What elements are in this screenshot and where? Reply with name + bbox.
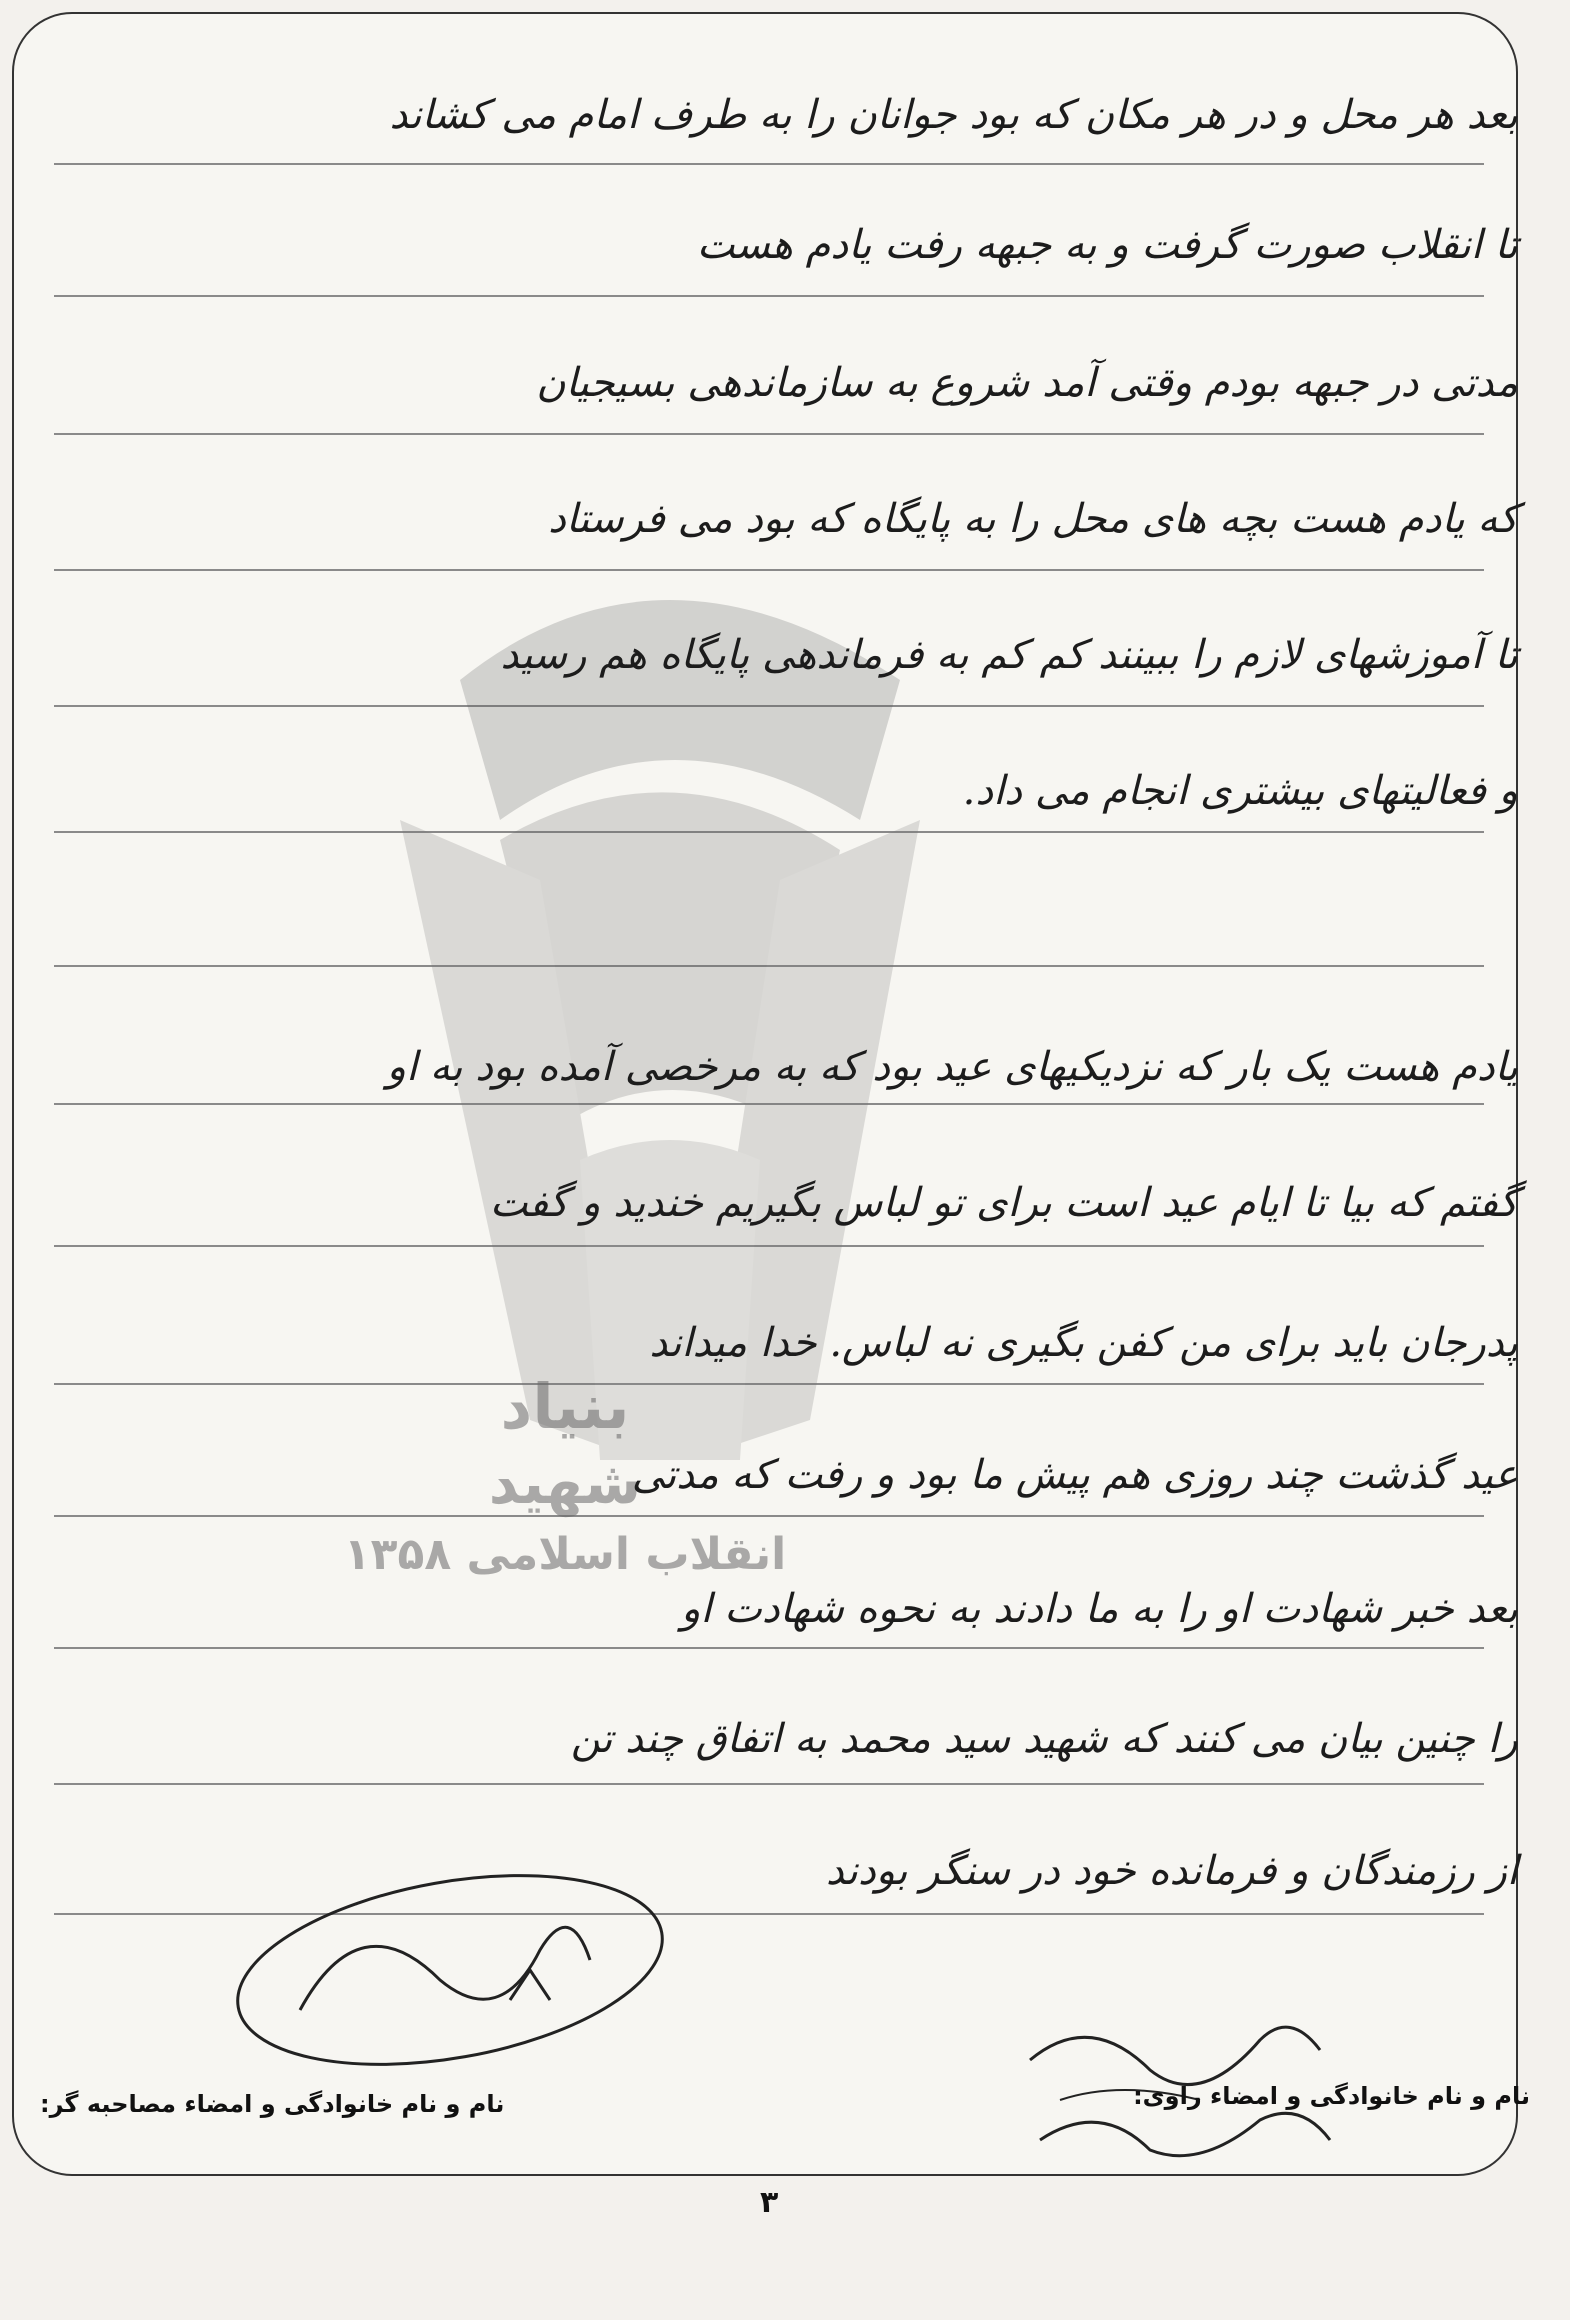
handwritten-line-3: مدتی در جبهه بودم وقتی آمد شروع به سازماندهی بسیجیان <box>536 360 1518 406</box>
handwritten-line-13: از رزمندگان و فرمانده خود در سنگر بودند <box>825 1848 1518 1894</box>
handwritten-line-7: یادم هست یک بار که نزدیکیهای عید بود که به مرخصی آمده بود به او <box>386 1044 1518 1090</box>
handwritten-line-5: تا آموزشهای لازم را ببینند کم کم به فرماندهی پایگاه هم رسید <box>500 632 1518 678</box>
watermark-line1: بنیاد <box>500 1370 630 1443</box>
handwritten-line-2: تا انقلاب صورت گرفت و به جبهه رفت یادم هست <box>696 222 1518 268</box>
handwritten-line-4: که یادم هست بچه های محل را به پایگاه که بود می فرستاد <box>548 496 1518 542</box>
handwritten-line-10: عید گذشت چند روزی هم پیش ما بود و رفت که مدتی <box>631 1452 1518 1498</box>
interviewer-signature <box>210 1860 730 2090</box>
handwritten-line-9: پدرجان باید برای من کفن بگیری نه لباس. خدا میداند <box>649 1320 1518 1366</box>
watermark-line2: شهید <box>488 1449 642 1517</box>
handwritten-line-6: و فعالیتهای بیشتری انجام می داد. <box>962 768 1518 814</box>
narrator-name-label: نام و نام خانوادگی و امضاء راوی: <box>1133 2082 1530 2110</box>
interviewer-name-label: نام و نام خانوادگی و امضاء مصاحبه گر: <box>40 2090 505 2118</box>
handwritten-line-1: بعد هر محل و در هر مکان که بود جوانان را به طرف امام می کشاند <box>389 92 1518 138</box>
handwritten-line-8: گفتم که بیا تا ایام عید است برای تو لباس بگیریم خندید و گفت <box>489 1180 1518 1226</box>
page-number: ۳ <box>760 2185 779 2220</box>
handwritten-line-12: را چنین بیان می کنند که شهید سید محمد به اتفاق چند تن <box>570 1716 1518 1762</box>
handwritten-line-11: بعد خبر شهادت او را به ما دادند به نحوه شهادت او <box>681 1586 1518 1632</box>
watermark-line3: انقلاب اسلامی ۱۳۵۸ <box>343 1529 787 1580</box>
